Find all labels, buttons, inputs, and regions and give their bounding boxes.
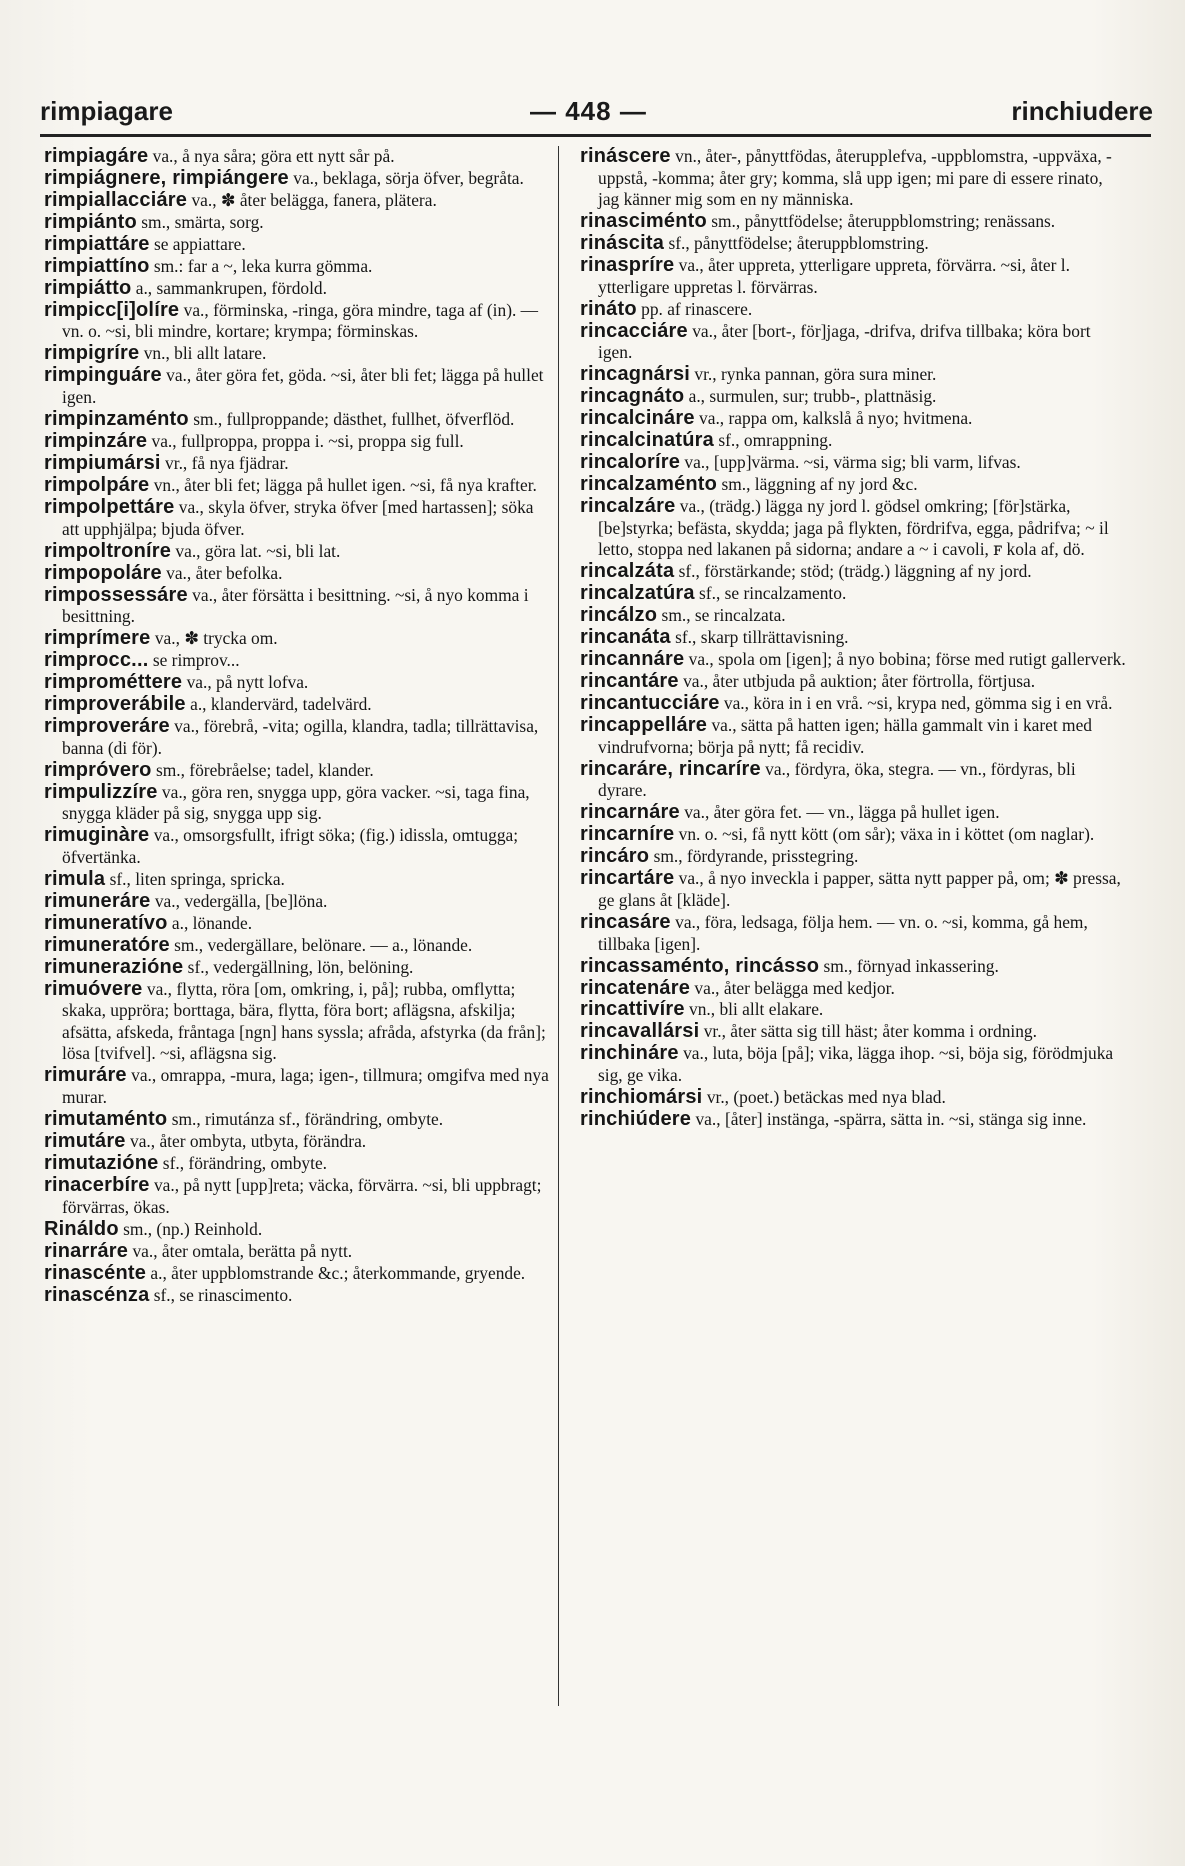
entry-headword: rinacerbíre xyxy=(44,1173,150,1196)
dictionary-entry xyxy=(580,255,1128,298)
dictionary-entry xyxy=(580,146,1128,211)
entry-headword: rimpiánto xyxy=(44,210,137,233)
dictionary-entry xyxy=(44,1285,554,1307)
entry-definition: va., luta, böja [på]; vika, lägga ihop. ~si, böja sig, förödmjuka sig, ge vika. xyxy=(598,1043,1114,1086)
entry-headword: rincassaménto, rincásso xyxy=(580,954,820,977)
entry-headword: rimpinzaménto xyxy=(44,408,189,431)
entry-definition: va., ✽ trycka om. xyxy=(154,628,278,649)
dictionary-entry xyxy=(580,408,1128,430)
dictionary-entry xyxy=(44,365,554,408)
entry-headword: rincasáre xyxy=(580,910,671,933)
entry-definition: sm., fördyrande, prisstegring. xyxy=(653,846,859,867)
dictionary-entry xyxy=(44,650,554,672)
dictionary-entry xyxy=(44,234,554,256)
entry-headword: rincantucciáre xyxy=(580,692,720,715)
dictionary-entry xyxy=(44,453,554,475)
dictionary-entry xyxy=(580,386,1128,408)
entry-definition: sf., förstärkande; stöd; (trädg.) läggning af ny jord. xyxy=(678,561,1032,582)
entry-headword: rinaspríre xyxy=(580,254,675,277)
left-column xyxy=(44,146,554,1306)
dictionary-entry xyxy=(44,891,554,913)
entry-headword: rincaloríre xyxy=(580,451,681,474)
entry-definition: a., lönande. xyxy=(171,912,253,933)
entry-headword: rinascénte xyxy=(44,1261,147,1284)
dictionary-entry xyxy=(580,211,1128,233)
entry-headword: rimpróvero xyxy=(44,758,152,781)
entry-definition: va., skyla öfver, stryka öfver [med hartassen]; söka att upphjälpa; bjuda öfver. xyxy=(62,496,534,539)
entry-headword: rincanáta xyxy=(580,626,671,649)
entry-definition: sf., förändring, ombyte. xyxy=(162,1152,328,1173)
entry-definition: va., rappa om, kalkslå å nyo; hvitmena. xyxy=(699,408,973,429)
entry-headword: rimuneratóre xyxy=(44,933,170,956)
dictionary-entry xyxy=(44,409,554,431)
entry-definition: va., föra, ledsaga, följa hem. — vn. o. ~si, komma, gå hem, tillbaka [igen]. xyxy=(598,911,1088,954)
dictionary-entry xyxy=(580,430,1128,452)
entry-definition: pp. af rinascere. xyxy=(641,298,753,319)
entry-definition: sm., förnyad inkassering. xyxy=(823,955,999,976)
entry-headword: rimpolpáre xyxy=(44,473,150,496)
dictionary-entry xyxy=(44,1131,554,1153)
dictionary-entry xyxy=(44,913,554,935)
entry-definition: va., åter belägga med kedjor. xyxy=(694,977,895,998)
dictionary-entry xyxy=(44,1219,554,1241)
entry-headword: rimpiumársi xyxy=(44,452,161,474)
dictionary-entry xyxy=(44,1241,554,1263)
dictionary-entry xyxy=(44,694,554,716)
dictionary-entry xyxy=(580,1021,1128,1043)
entry-definition: va., på nytt [upp]reta; väcka, förvärra. ~si, bli uppbragt; förvärras, ökas. xyxy=(62,1174,542,1217)
dictionary-entry xyxy=(580,1087,1128,1109)
entry-definition: se appiattare. xyxy=(153,233,246,254)
dictionary-entry xyxy=(44,869,554,891)
entry-definition: va., fullproppa, proppa i. ~si, proppa sig full. xyxy=(151,431,464,452)
dictionary-entry xyxy=(44,431,554,453)
entry-headword: rimuráre xyxy=(44,1064,127,1087)
entry-headword: rimpolpettáre xyxy=(44,495,175,518)
entry-definition: va., ✽ åter belägga, fanera, plätera. xyxy=(191,189,437,210)
entry-definition: sm., fullproppande; dästhet, fullhet, öfverflöd. xyxy=(193,409,515,430)
entry-definition: vn., åter-, pånyttfödas, återupplefva, -uppblomstra, -uppväxa, -uppstå, -komma; åter gry; komma, slå upp igen; mi pare di essere rinato, jag känner mig som en ny människa. xyxy=(598,146,1112,210)
header-right-guide-word: rinchiudere xyxy=(1011,96,1153,126)
dictionary-entry xyxy=(44,782,554,825)
entry-headword: rincarnáre xyxy=(580,801,680,824)
entry-definition: va., fördyra, öka, stegra. — vn., fördyras, bli dyrare. xyxy=(598,758,1076,801)
dictionary-entry xyxy=(580,496,1128,561)
entry-headword: rimpulizzíre xyxy=(44,780,158,803)
entry-headword: rincarníre xyxy=(580,823,675,846)
dictionary-entry xyxy=(580,583,1128,605)
dictionary-entry xyxy=(580,627,1128,649)
entry-definition: va., beklaga, sörja öfver, begråta. xyxy=(293,167,524,188)
entry-headword: rimuóvere xyxy=(44,977,143,1000)
entry-definition: sm., (np.) Reinhold. xyxy=(123,1218,263,1239)
entry-definition: va., åter göra fet. — vn., lägga på hullet igen. xyxy=(684,802,1000,823)
entry-headword: rimuneratívo xyxy=(44,911,168,934)
dictionary-entry xyxy=(580,999,1128,1021)
entry-headword: rincartáre xyxy=(580,867,675,890)
dictionary-entry xyxy=(44,541,554,563)
dictionary-entry xyxy=(44,760,554,782)
entry-definition: a., klandervärd, tadelvärd. xyxy=(190,694,372,715)
entry-headword: rimpicc[i]olíre xyxy=(44,298,180,321)
dictionary-entry xyxy=(580,978,1128,1000)
entry-definition: sm., smärta, sorg. xyxy=(141,211,264,232)
entry-definition: vn., bli allt elakare. xyxy=(689,999,824,1020)
entry-definition: va., flytta, röra [om, omkring, i, på]; rubba, omflytta; skaka, uppröra; borttaga, bära, flytta, föra bort; aflägsna, afskilja; afsätta, afskeda, fråntaga [ngn] hans syssla; afråda, afstyrka (da från]; lösa [tvifvel]. ~si, aflägsna sig. xyxy=(62,978,546,1064)
entry-headword: rimpossessáre xyxy=(44,583,188,606)
entry-headword: rimprométtere xyxy=(44,671,183,694)
entry-headword: rincalcinatúra xyxy=(580,429,714,452)
dictionary-entry xyxy=(580,364,1128,386)
entry-headword: rincáro xyxy=(580,845,650,868)
entry-headword: rimutazióne xyxy=(44,1151,159,1174)
dictionary-entry xyxy=(580,1043,1128,1086)
entry-definition: va., å nya såra; göra ett nytt sår på. xyxy=(152,146,395,166)
entry-definition: va., åter uppreta, ytterligare uppreta, förvärra. ~si, åter l. ytterligare uppretas l. förvärras. xyxy=(598,255,1070,297)
entry-definition: vr., rynka pannan, göra sura miner. xyxy=(694,364,937,385)
entry-definition: vn., åter bli fet; lägga på hullet igen. ~si, få nya krafter. xyxy=(153,474,537,495)
dictionary-entry xyxy=(580,299,1128,321)
right-column xyxy=(580,146,1128,1131)
entry-headword: rimunerazióne xyxy=(44,955,184,978)
dictionary-entry xyxy=(44,628,554,650)
entry-definition: va., omrappa, -mura, laga; igen-, tillmura; omgifva med nya murar. xyxy=(62,1065,549,1108)
entry-definition: va., åter [bort-, för]jaga, -drifva, drifva tillbaka; köra bort igen. xyxy=(598,320,1091,363)
dictionary-entry xyxy=(44,168,554,190)
dictionary-entry xyxy=(580,693,1128,715)
dictionary-entry xyxy=(44,1153,554,1175)
entry-headword: rimpinzáre xyxy=(44,430,148,453)
entry-headword: rincálzo xyxy=(580,604,658,627)
entry-definition: va., åter ombyta, utbyta, förändra. xyxy=(130,1131,367,1151)
entry-headword: rinchiúdere xyxy=(580,1108,692,1131)
entry-headword: rimpiagáre xyxy=(44,145,149,167)
entry-definition: se rimprov... xyxy=(152,650,240,671)
entry-headword: rincalzáre xyxy=(580,495,676,518)
dictionary-entry xyxy=(44,300,554,343)
entry-definition: a., åter uppblomstrande &c.; återkommande, gryende. xyxy=(150,1262,526,1283)
entry-definition: va., förminska, -ringa, göra mindre, taga af (in). — vn. o. ~si, bli mindre, kortare; krympa; förminskas. xyxy=(62,299,539,342)
entry-headword: rimprocc... xyxy=(44,649,149,672)
dictionary-entry xyxy=(580,912,1128,955)
entry-headword: rincalzaménto xyxy=(580,473,718,496)
entry-headword: rimproverábile xyxy=(44,693,186,716)
dictionary-entry xyxy=(580,474,1128,496)
entry-definition: sm., se rincalzata. xyxy=(661,605,786,626)
dictionary-entry xyxy=(580,233,1128,255)
dictionary-entry xyxy=(580,956,1128,978)
dictionary-entry xyxy=(44,278,554,300)
dictionary-entry xyxy=(44,563,554,585)
entry-headword: rimuginàre xyxy=(44,824,150,847)
entry-headword: rináscita xyxy=(580,232,665,255)
entry-headword: rincalzáta xyxy=(580,560,675,583)
dictionary-entry xyxy=(580,868,1128,911)
dictionary-entry xyxy=(44,957,554,979)
entry-definition: sf., se rinascimento. xyxy=(153,1284,293,1305)
entry-headword: rináto xyxy=(580,297,637,320)
entry-headword: rimpiattáre xyxy=(44,232,150,255)
dictionary-entry xyxy=(44,585,554,628)
entry-definition: va., åter göra fet, göda. ~si, åter bli fet; lägga på hullet igen. xyxy=(62,365,544,408)
entry-definition: va., göra lat. ~si, bli lat. xyxy=(175,540,341,561)
entry-headword: rimpopoláre xyxy=(44,561,162,584)
entry-headword: rincattivíre xyxy=(580,998,685,1021)
dictionary-entry xyxy=(44,1175,554,1218)
dictionary-entry xyxy=(44,190,554,212)
dictionary-entry xyxy=(580,1109,1128,1131)
entry-headword: rincacciáre xyxy=(580,319,688,342)
entry-definition: va., sätta på hatten igen; hälla gammalt vin i karet med vindrufvorna; börja på nytt; få recidiv. xyxy=(598,715,1092,757)
dictionary-entry xyxy=(580,802,1128,824)
entry-headword: rimutáre xyxy=(44,1130,126,1152)
entry-definition: vr., åter sätta sig till häst; åter komma i ordning. xyxy=(703,1021,1037,1042)
entry-definition: va., göra ren, snygga upp, göra vacker. ~si, taga fina, snygga kläder på sig, snygga upp sig. xyxy=(62,781,530,824)
entry-headword: rincatenáre xyxy=(580,976,691,999)
dictionary-entry xyxy=(44,256,554,278)
entry-headword: rimpigríre xyxy=(44,342,140,365)
entry-headword: rimpiágnere, rimpiángere xyxy=(44,166,289,189)
entry-definition: va., (trädg.) lägga ny jord l. gödsel omkring; [för]stärka, [be]styrka; befästa, skydda; jaga på flykten, fördrifva, egga, pådrifva; ~ il letto, stoppa ned lakanen på sidorna; andare a ~ i cavoli, ꜰ kola af, dö. xyxy=(598,496,1109,560)
entry-headword: rimproveráre xyxy=(44,715,170,738)
dictionary-entry xyxy=(44,475,554,497)
dictionary-entry xyxy=(44,1109,554,1131)
entry-headword: rincagnársi xyxy=(580,363,691,386)
dictionary-entry xyxy=(44,716,554,759)
entry-headword: rimuneráre xyxy=(44,889,151,912)
entry-headword: rincappelláre xyxy=(580,714,708,737)
entry-definition: vr., få nya fjädrar. xyxy=(165,453,289,473)
entry-definition: sm., vedergällare, belönare. — a., lönande. xyxy=(174,934,473,955)
entry-headword: rincalcináre xyxy=(580,407,695,430)
entry-definition: va., åter omtala, berätta på nytt. xyxy=(132,1240,353,1261)
entry-headword: rincaráre, rincaríre xyxy=(580,757,761,780)
entry-headword: rincavallársi xyxy=(580,1020,700,1043)
entry-definition: sm., pånyttfödelse; återuppblomstring; renässans. xyxy=(711,211,1056,232)
dictionary-entry xyxy=(580,649,1128,671)
entry-headword: rimpiátto xyxy=(44,276,132,299)
dictionary-entry xyxy=(44,1263,554,1285)
entry-headword: rimpoltroníre xyxy=(44,539,172,562)
entry-definition: sm., förebråelse; tadel, klander. xyxy=(155,759,374,780)
entry-headword: Rináldo xyxy=(44,1217,119,1240)
entry-headword: rincannáre xyxy=(580,648,685,671)
entry-headword: rimula xyxy=(44,867,106,890)
entry-definition: va., åter utbjuda på auktion; åter förtrolla, förtjusa. xyxy=(683,671,1036,692)
entry-headword: rimpinguáre xyxy=(44,364,162,387)
entry-headword: rinchiomársi xyxy=(580,1086,703,1109)
entry-definition: sf., pånyttfödelse; återuppblomstring. xyxy=(668,233,929,254)
dictionary-entry xyxy=(44,343,554,365)
dictionary-entry xyxy=(44,935,554,957)
entry-definition: va., å nyo inveckla i papper, sätta nytt papper på, om; ✽ pressa, ge glans åt [kläde]. xyxy=(598,868,1121,910)
entry-definition: sm., läggning af ny jord &c. xyxy=(721,474,918,495)
entry-definition: va., omsorgsfullt, ifrigt söka; (fig.) idissla, omtugga; öfvertänka. xyxy=(62,825,519,867)
entry-definition: sm.: far a ~, leka kurra gömma. xyxy=(153,255,373,276)
header-left-guide-word: rimpiagare xyxy=(40,96,173,126)
page-header xyxy=(40,96,1153,130)
entry-definition: sf., vedergällning, lön, belöning. xyxy=(187,956,414,977)
entry-headword: rimpiallacciáre xyxy=(44,188,188,211)
dictionary-entry xyxy=(580,321,1128,364)
entry-definition: va., köra in i en vrå. ~si, krypa ned, gömma sig i en vrå. xyxy=(723,693,1113,714)
entry-headword: rinchináre xyxy=(580,1042,679,1065)
entry-headword: rimprímere xyxy=(44,627,151,650)
entry-definition: va., [upp]värma. ~si, värma sig; bli varm, lifvas. xyxy=(684,452,1021,473)
entry-definition: sf., liten springa, spricka. xyxy=(109,868,285,889)
dictionary-entry xyxy=(580,846,1128,868)
dictionary-entry xyxy=(44,672,554,694)
dictionary-entry xyxy=(44,146,554,168)
dictionary-entry xyxy=(44,825,554,868)
dictionary-entry xyxy=(580,605,1128,627)
entry-definition: sf., se rincalzamento. xyxy=(699,583,847,604)
entry-definition: vn. o. ~si, få nytt kött (om sår); växa in i köttet (om naglar). xyxy=(678,824,1095,845)
entry-headword: rincalzatúra xyxy=(580,582,695,605)
dictionary-entry xyxy=(580,824,1128,846)
dictionary-entry xyxy=(44,1065,554,1108)
dictionary-entry xyxy=(580,715,1128,758)
entry-definition: sf., skarp tillrättavisning. xyxy=(675,627,849,648)
dictionary-entry xyxy=(44,497,554,540)
entry-definition: va., åter försätta i besittning. ~si, å nyo komma i besittning. xyxy=(62,584,529,627)
entry-definition: vr., (poet.) betäckas med nya blad. xyxy=(706,1087,946,1108)
entry-definition: va., [åter] instänga, -spärra, sätta in. ~si, stänga sig inne. xyxy=(695,1109,1087,1130)
entry-definition: va., åter befolka. xyxy=(166,562,283,583)
entry-definition: a., sammankrupen, fördold. xyxy=(135,277,327,298)
page-number: — 448 — xyxy=(530,96,647,126)
entry-definition: sf., omrappning. xyxy=(718,430,833,451)
dictionary-entry xyxy=(580,671,1128,693)
dictionary-entry xyxy=(580,452,1128,474)
header-rule xyxy=(40,134,1151,137)
entry-definition: va., vedergälla, [be]löna. xyxy=(154,890,328,911)
dictionary-entry xyxy=(580,561,1128,583)
entry-headword: rincantáre xyxy=(580,670,679,693)
entry-definition: a., surmulen, sur; trubb-, plattnäsig. xyxy=(688,386,937,407)
entry-headword: rináscere xyxy=(580,145,671,167)
entry-headword: rinarráre xyxy=(44,1239,129,1262)
entry-definition: vn., bli allt latare. xyxy=(143,343,267,364)
entry-headword: rincagnáto xyxy=(580,385,685,408)
entry-headword: rinasciménto xyxy=(580,210,707,233)
entry-definition: va., spola om [igen]; å nyo bobina; förse med rutigt gallerverk. xyxy=(688,649,1126,670)
column-divider xyxy=(558,146,559,1706)
dictionary-entry xyxy=(580,759,1128,802)
entry-headword: rimutaménto xyxy=(44,1108,168,1131)
dictionary-entry xyxy=(44,212,554,234)
entry-headword: rimpiattíno xyxy=(44,254,150,277)
dictionary-entry xyxy=(44,979,554,1065)
entry-definition: sm., rimutánza sf., förändring, ombyte. xyxy=(171,1109,444,1130)
entry-definition: va., förebrå, -vita; ogilla, klandra, tadla; tillrättavisa, banna (di för). xyxy=(62,716,539,758)
entry-definition: va., på nytt lofva. xyxy=(186,672,309,693)
entry-headword: rinascénza xyxy=(44,1283,150,1306)
